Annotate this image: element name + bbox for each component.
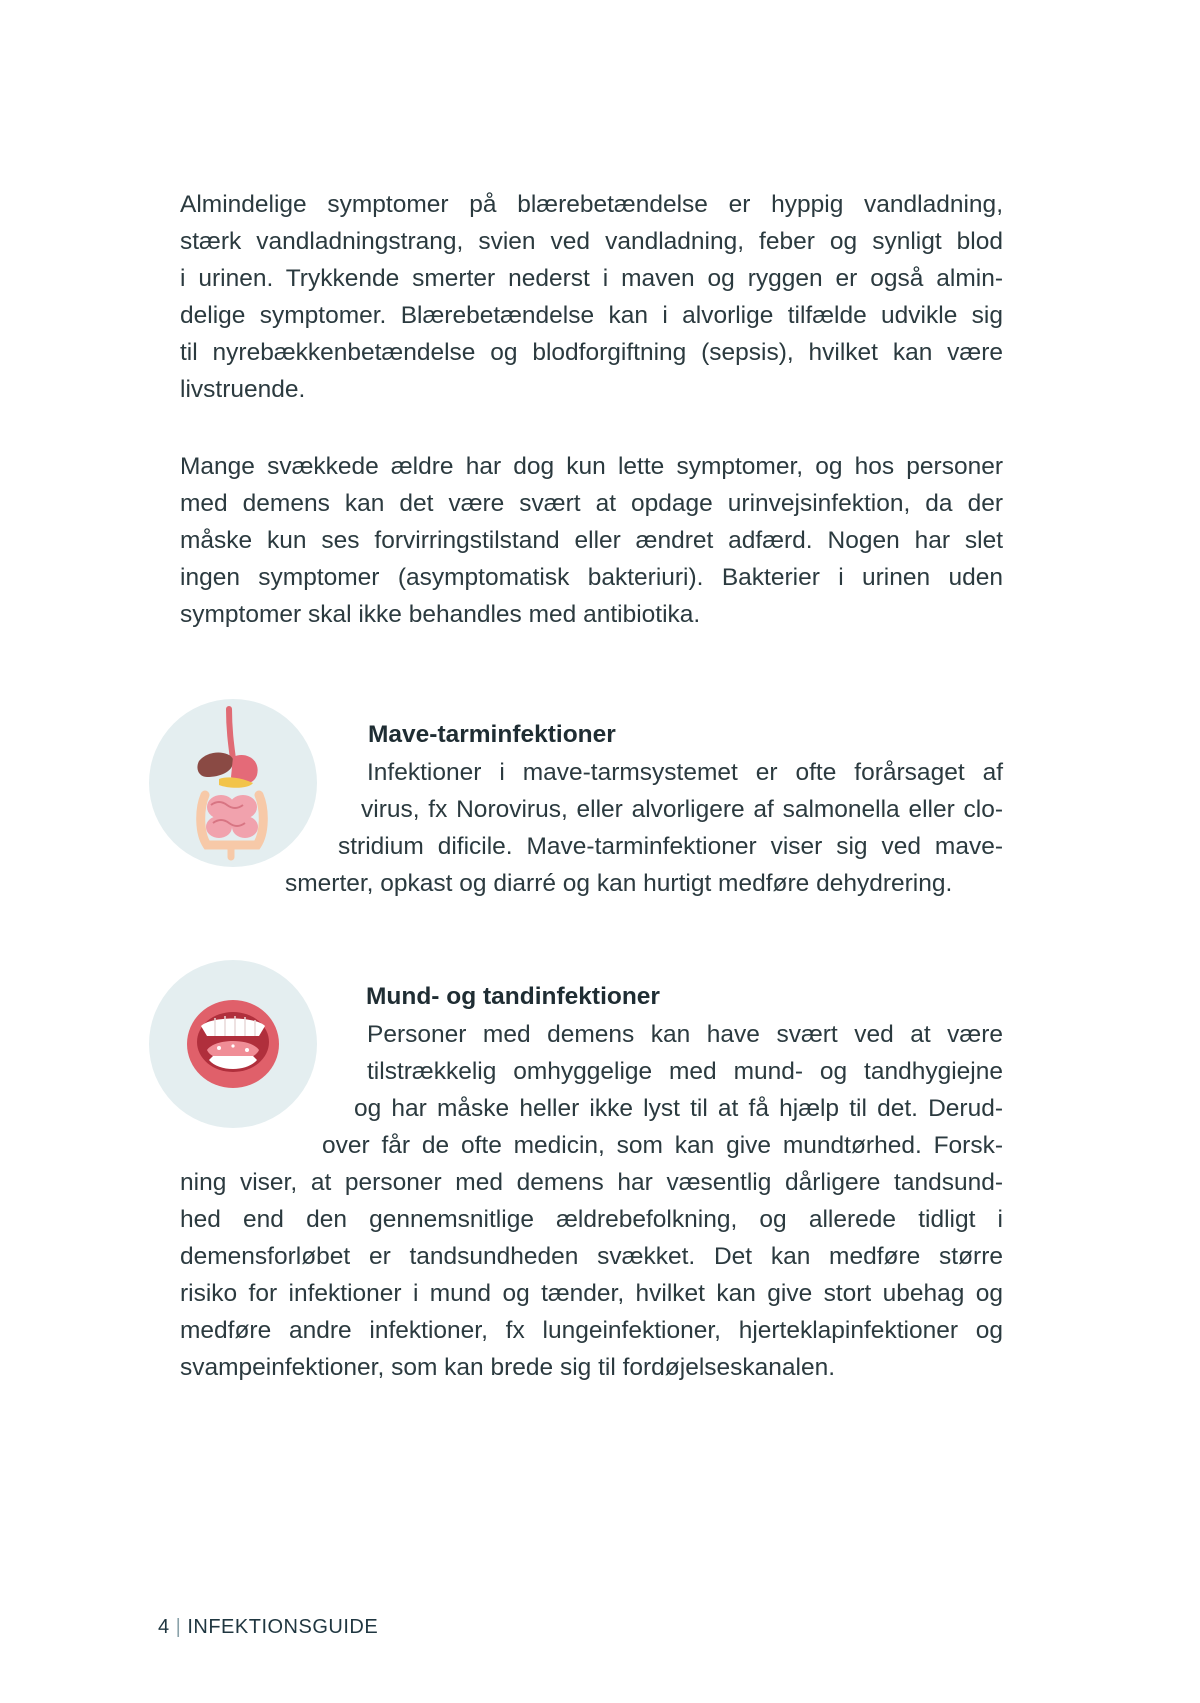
paragraph-2-line: symptomer skal ikke behandles med antibiotika. <box>180 601 701 628</box>
section-heading: Mave-tarminfektioner <box>368 721 616 748</box>
section-line: Infektioner i mave-tarmsystemet er ofte forårsaget af <box>367 759 1003 786</box>
page-number: 4 <box>158 1616 170 1638</box>
paragraph-1-line: stærk vandladningstrang, svien ved vandladning, feber og synligt blod <box>180 228 1003 255</box>
paragraph-1-line: Almindelige symptomer på blærebetændelse er hyppig vandladning, <box>180 191 1003 218</box>
page-footer <box>158 1616 378 1639</box>
paragraph-2-line: måske kun ses forvirringstilstand eller ændret adfærd. Nogen har slet <box>180 527 1003 554</box>
paragraph-2-line: Mange svækkede ældre har dog kun lette symptomer, og hos personer <box>180 453 1003 480</box>
section-line: risiko for infektioner i mund og tænder, hvilket kan give stort ubehag og <box>180 1280 1003 1307</box>
paragraph-1-line: til nyrebækkenbetændelse og blodforgiftning (sepsis), hvilket kan være <box>180 339 1003 366</box>
section-line: og har måske heller ikke lyst til at få hjælp til det. Derud- <box>354 1095 1003 1122</box>
paragraph-2-line: ingen symptomer (asymptomatisk bakteriuri). Bakterier i urinen uden <box>180 564 1003 591</box>
section-line: hed end den gennemsnitlige ældrebefolkning, og allerede tidligt i <box>180 1206 1003 1233</box>
section-heading: Mund- og tandinfektioner <box>366 983 660 1010</box>
section-line: tilstrækkelig omhyggelige med mund- og tandhygiejne <box>367 1058 1003 1085</box>
paragraph-1-line: delige symptomer. Blærebetændelse kan i alvorlige tilfælde udvikle sig <box>180 302 1003 329</box>
paragraph-2-line: med demens kan det være svært at opdage urinvejsinfektion, da der <box>180 490 1003 517</box>
section-line: Personer med demens kan have svært ved at være <box>367 1021 1003 1048</box>
section-line: svampeinfektioner, som kan brede sig til fordøjelseskanalen. <box>180 1354 836 1381</box>
open-mouth-icon <box>149 960 317 1128</box>
digestive-system-icon <box>149 699 317 867</box>
section-line: over får de ofte medicin, som kan give mundtørhed. Forsk- <box>322 1132 1003 1159</box>
footer-separator: | <box>175 1616 182 1638</box>
section-line: virus, fx Norovirus, eller alvorligere af salmonella eller clo- <box>361 796 1003 823</box>
section-line: demensforløbet er tandsundheden svækket. Det kan medføre større <box>180 1243 1003 1270</box>
footer-title: INFEKTIONSGUIDE <box>187 1616 379 1638</box>
section-line: smerter, opkast og diarré og kan hurtigt medføre dehydrering. <box>285 870 953 897</box>
paragraph-1-line: livstruende. <box>180 376 306 403</box>
section-line: medføre andre infektioner, fx lungeinfektioner, hjerteklapinfektioner og <box>180 1317 1003 1344</box>
paragraph-1-line: i urinen. Trykkende smerter nederst i maven og ryggen er også almin- <box>180 265 1003 292</box>
section-line: stridium dificile. Mave-tarminfektioner viser sig ved mave- <box>338 833 1003 860</box>
section-line: ning viser, at personer med demens har væsentlig dårligere tandsund- <box>180 1169 1003 1196</box>
